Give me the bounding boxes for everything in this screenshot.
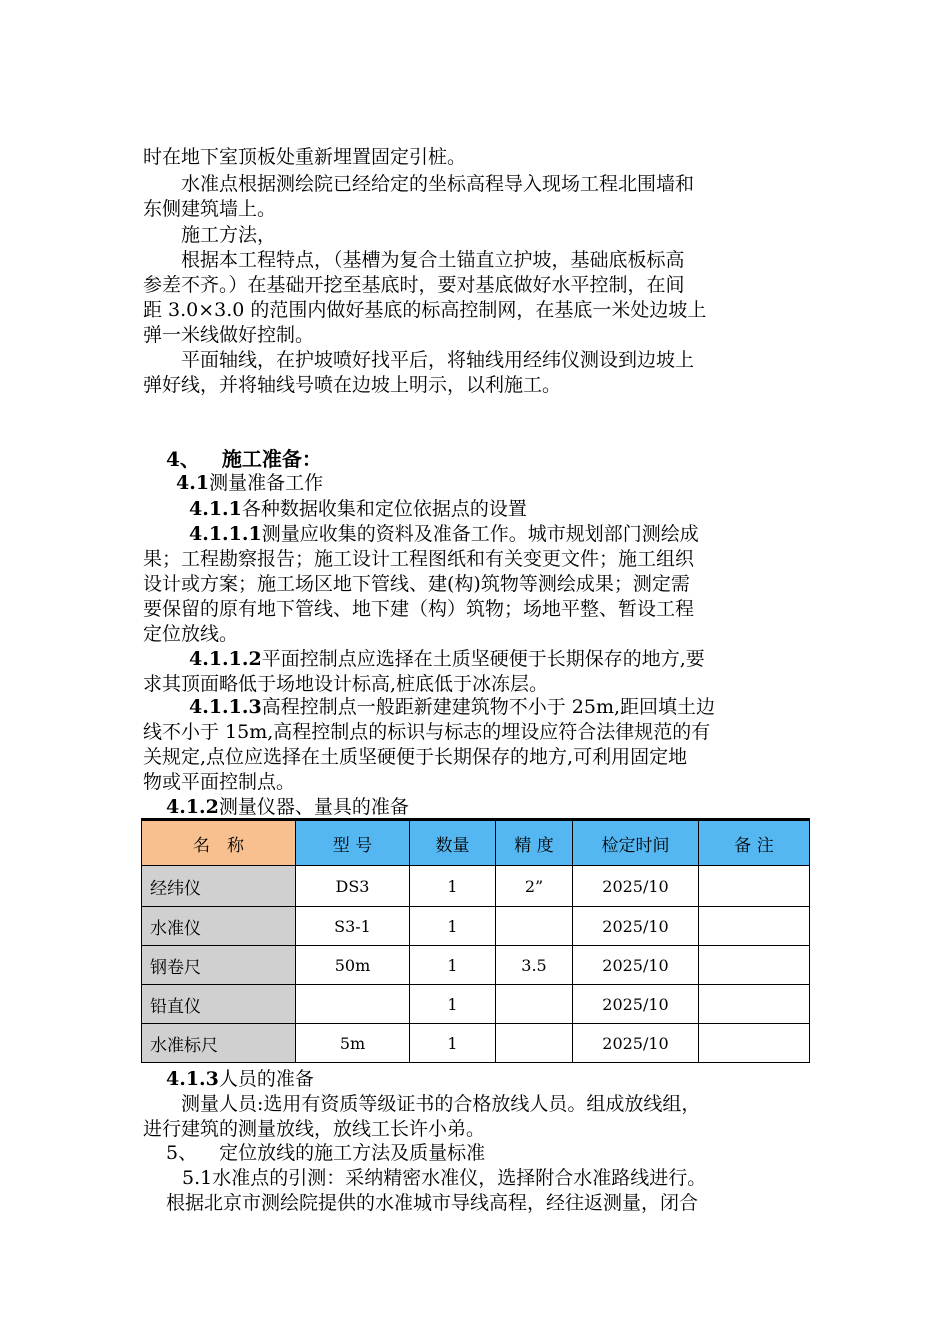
table-cell: DS3 [296,866,410,907]
section-4-1-3-heading [166,1066,314,1092]
table-cell [496,907,573,946]
table-cell: 2025/10 [573,866,699,907]
paragraph-line: 测量应收集的资料及准备工作。城市规划部门测绘成 [261,523,699,545]
table-cell: 5m [296,1024,410,1063]
paragraph-line: 施工方法， [143,224,277,246]
paragraph-line: 距 3.0×3.0 的范围内做好基底的标高控制网，在基底一米处边坡上 [143,299,707,321]
table-cell: 3.5 [496,946,573,985]
table-cell: 2025/10 [573,946,699,985]
section-5-1-number: 5.1 [182,1167,213,1189]
section-4-number: 4、 [166,447,200,471]
paragraph-line: 设计或方案；施工场区地下管线、建(构)筑物等测绘成果；测定需 [143,573,690,595]
table-cell: 钢卷尺 [142,946,296,985]
paragraph-line: 求其顶面略低于场地设计标高,桩底低于冰冻层。 [143,673,549,695]
section-4-heading [166,446,322,472]
section-4-1-title: 测量准备工作 [209,472,324,494]
table-cell [699,946,810,985]
paragraph-line: 时在地下室顶板处重新埋置固定引桩。 [143,146,467,168]
paragraph-line: 平面轴线，在护坡喷好找平后，将轴线用经纬仪测设到边坡上 [143,349,695,371]
table-cell: 1 [410,1024,496,1063]
table-cell: 50m [296,946,410,985]
table-cell [296,985,410,1024]
paragraph-line: 东侧建筑墙上。 [143,198,277,220]
paragraph-line: 高程控制点一般距新建建筑物不小于 25m,距回填土边 [261,696,716,718]
section-4-1-2-title: 测量仪器、量具的准备 [218,796,409,818]
paragraph-line: 弹一米线做好控制。 [143,324,315,346]
paragraph-line: 定位放线。 [143,623,239,645]
paragraph-line: 果；工程勘察报告；施工设计工程图纸和有关变更文件；施工组织 [143,548,695,570]
header-remarks: 备 注 [699,820,810,866]
section-4-1-2-number: 4.1.2 [166,796,219,818]
section-4-1-heading [176,470,323,496]
paragraph-line: 水准点根据测绘院已经给定的坐标高程导入现场工程北围墙和 [143,173,695,195]
section-5-1-text: 水准点的引测：采纳精密水准仪，选择附合水准路线进行。 [212,1167,707,1189]
section-4-title: 施工准备： [221,447,322,471]
table-header-row [142,820,810,866]
section-4-1-1-heading [189,496,527,522]
table-row [142,907,810,946]
table-row [142,866,810,907]
section-4-1-1-1-number: 4.1.1.1 [189,523,262,545]
table-cell: 水准标尺 [142,1024,296,1063]
table-cell: 1 [410,985,496,1024]
table-cell: 2025/10 [573,985,699,1024]
table-cell: 铅直仪 [142,985,296,1024]
paragraph-line: 线不小于 15m,高程控制点的标识与标志的埋设应符合法律规范的有 [143,721,711,743]
paragraph-line: 弹好线，并将轴线号喷在边坡上明示，以利施工。 [143,374,562,396]
table-cell: 2025/10 [573,1024,699,1063]
table-row [142,985,810,1024]
table-cell: 经纬仪 [142,866,296,907]
paragraph-line: 要保留的原有地下管线、地下建（构）筑物；场地平整、暂设工程 [143,598,695,620]
header-model: 型 号 [296,820,410,866]
section-4-1-1-1-first-line [189,521,699,547]
section-4-1-1-number: 4.1.1 [189,498,242,520]
section-4-1-number: 4.1 [176,472,210,494]
table-row [142,1024,810,1063]
table-cell: 水准仪 [142,907,296,946]
table-cell: S3-1 [296,907,410,946]
paragraph-line: 测量人员:选用有资质等级证书的合格放线人员。组成放线组， [143,1093,701,1115]
table-cell [699,1024,810,1063]
table-cell: 1 [410,907,496,946]
header-quantity: 数量 [410,820,496,866]
table-cell: 1 [410,946,496,985]
paragraph-line: 参差不齐。）在基础开挖至基底时，要对基底做好水平控制，在间 [143,274,685,296]
table-cell: 2025/10 [573,907,699,946]
section-4-1-1-title: 各种数据收集和定位依据点的设置 [241,498,527,520]
paragraph-line: 进行建筑的测量放线，放线工长许小弟。 [143,1118,486,1140]
section-4-1-1-2-first-line [189,646,705,672]
section-4-1-2-heading [166,794,409,820]
instrument-table [141,818,810,1063]
header-name: 名 称 [142,820,296,866]
section-4-1-1-3-number: 4.1.1.3 [189,696,262,718]
paragraph-line: 根据本工程特点，（基槽为复合土锚直立护坡，基础底板标高 [143,249,685,271]
table-cell: 2” [496,866,573,907]
table-cell [496,1024,573,1063]
table-cell [699,907,810,946]
paragraph-line: 平面控制点应选择在土质坚硬便于长期保存的地方,要 [261,648,705,670]
table-cell [699,985,810,1024]
paragraph-line: 关规定,点位应选择在土质坚硬便于长期保存的地方,可利用固定地 [143,746,688,768]
header-calibration-date: 检定时间 [573,820,699,866]
section-5-heading [166,1140,485,1166]
table-cell: 1 [410,866,496,907]
paragraph-line: 根据北京市测绘院提供的水准城市导线高程，经往返测量，闭合 [166,1192,699,1214]
section-4-1-1-2-number: 4.1.1.2 [189,648,262,670]
section-4-1-3-title: 人员的准备 [218,1068,314,1090]
section-5-number: 5、 [166,1142,198,1164]
table-cell [496,985,573,1024]
table-row [142,946,810,985]
table-cell [699,866,810,907]
paragraph-line: 物或平面控制点。 [143,771,296,793]
section-4-1-1-3-first-line [189,694,715,720]
section-5-1-line [182,1165,706,1191]
header-precision: 精 度 [496,820,573,866]
section-4-1-3-number: 4.1.3 [166,1068,219,1090]
section-5-title: 定位放线的施工方法及质量标准 [219,1142,486,1164]
